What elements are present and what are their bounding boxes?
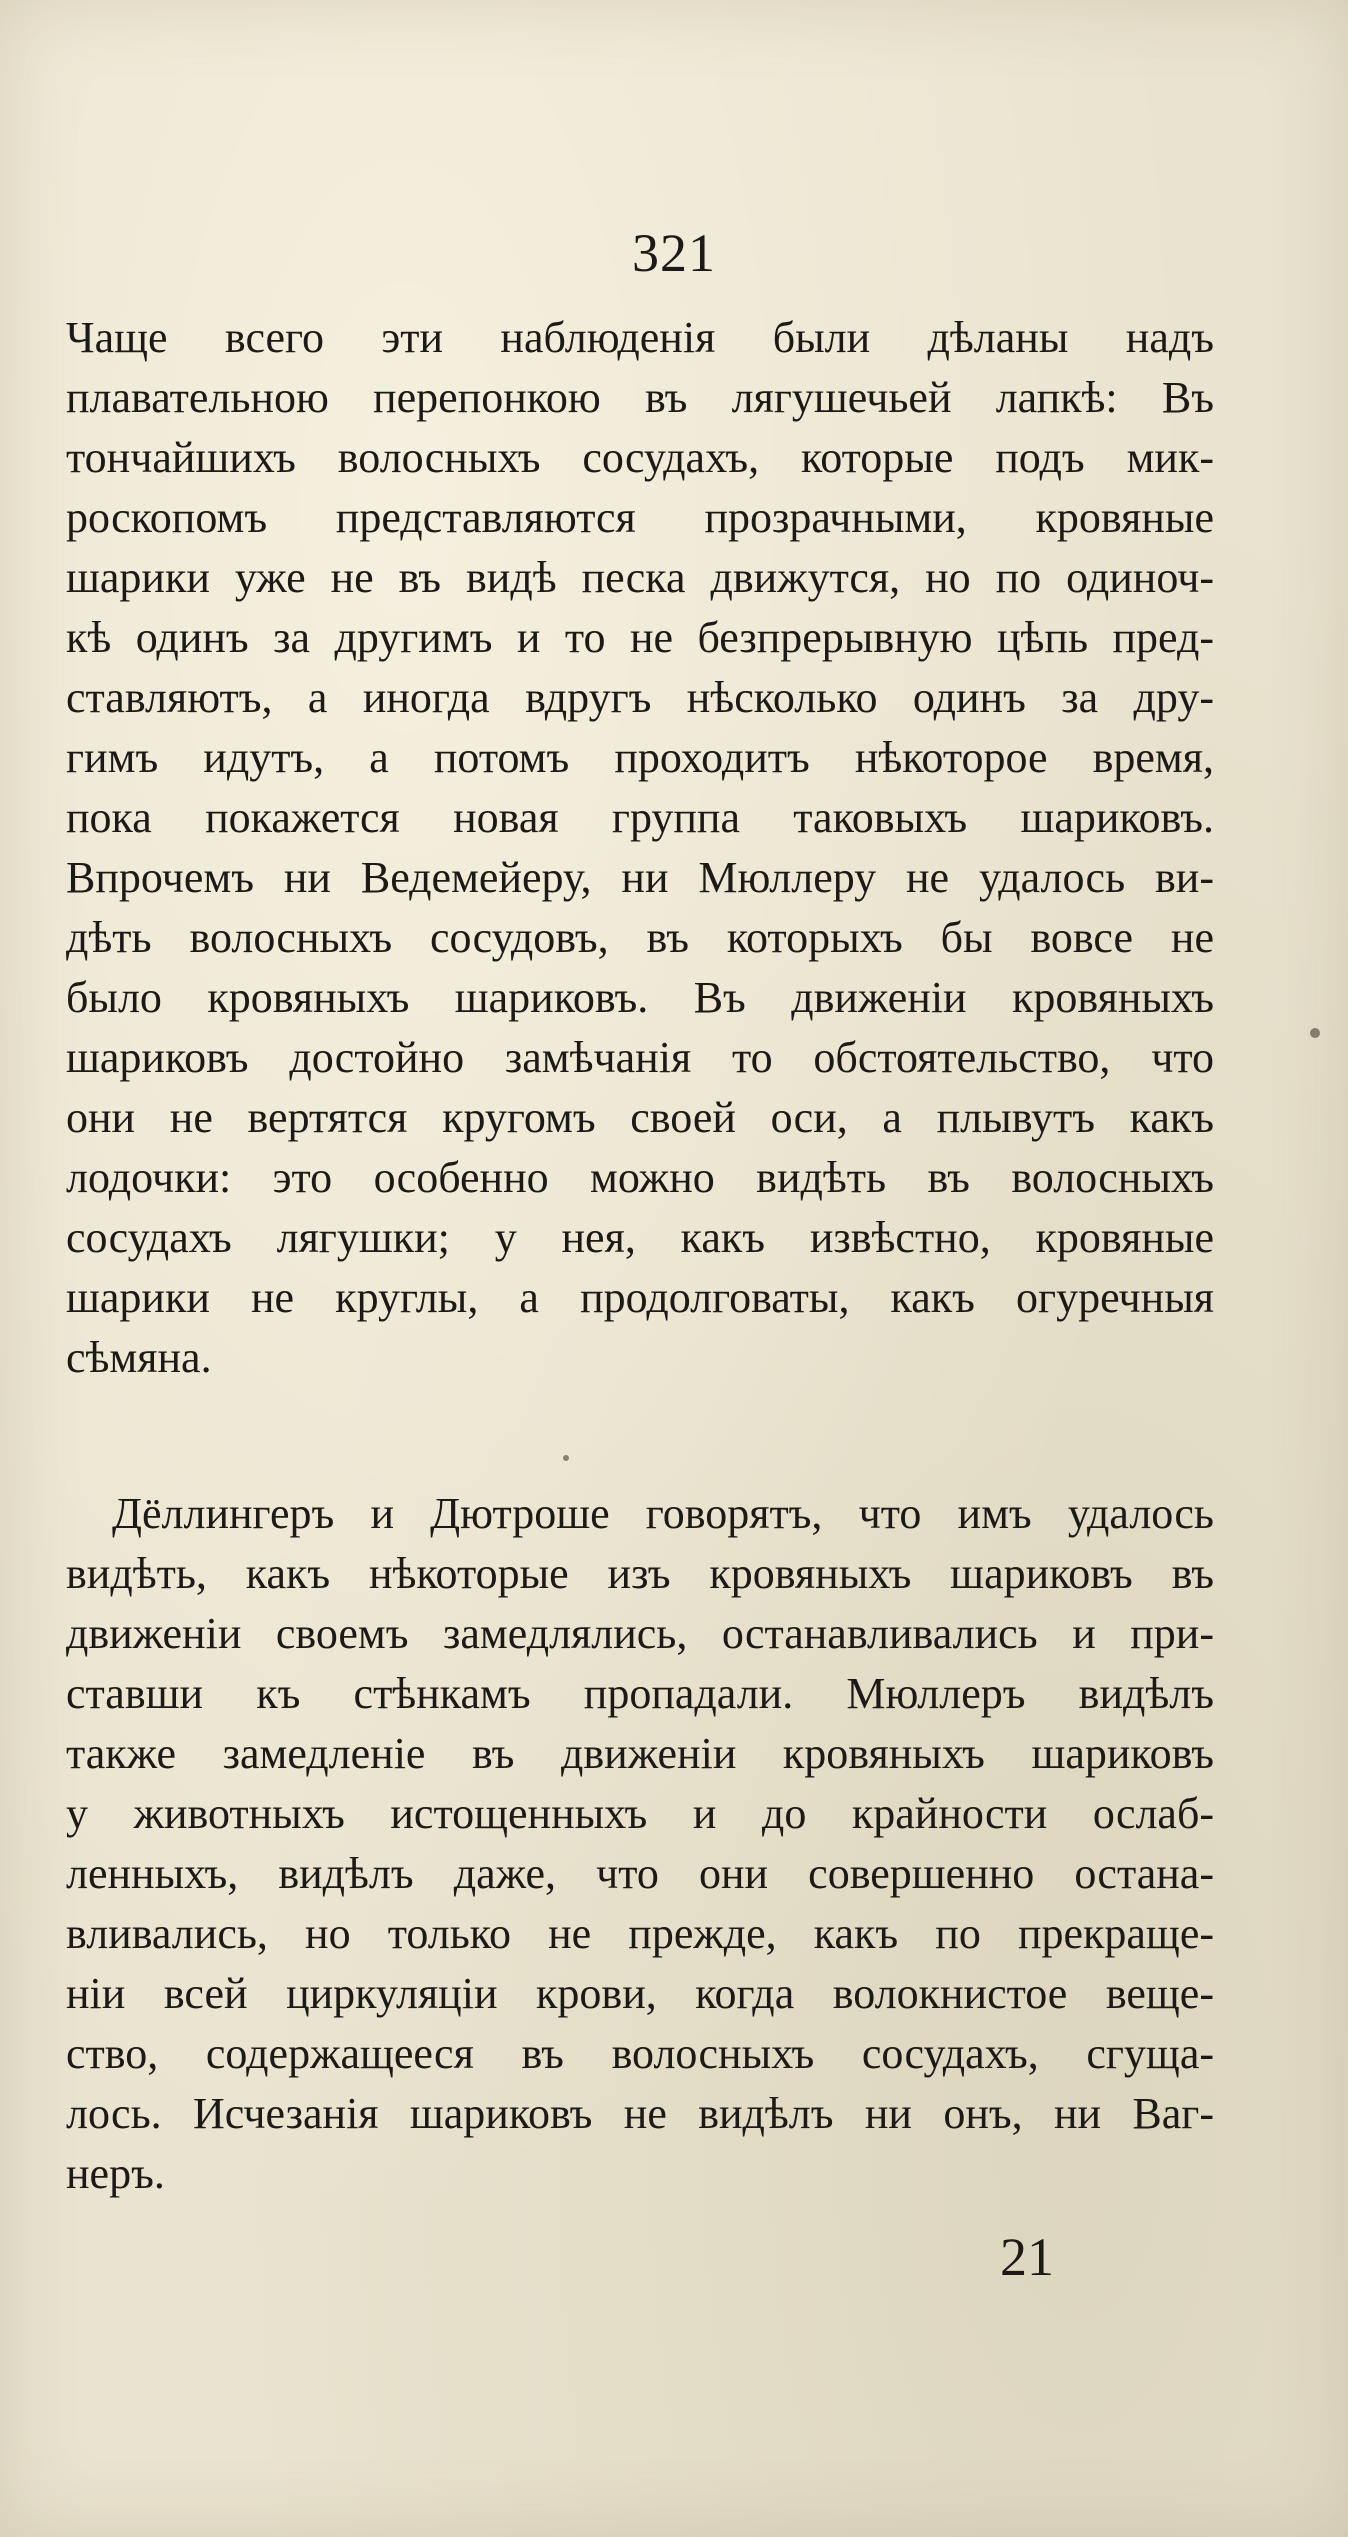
- text-line: ніи всей циркуляціи крови, когда волокнистое веще-: [66, 1969, 1214, 2018]
- text-line: сосудахъ лягушки; у нея, какъ извѣстно, кровяные: [66, 1213, 1214, 1262]
- text-line: лось. Исчезанія шариковъ не видѣлъ ни онъ, ни Ваг-: [66, 2089, 1214, 2138]
- text-line: у животныхъ истощенныхъ и до крайности ослаб-: [66, 1789, 1214, 1838]
- text-line: кѣ одинъ за другимъ и то не безпрерывную цѣпь пред-: [66, 613, 1214, 662]
- text-line: они не вертятся кругомъ своей оси, а плывутъ какъ: [66, 1093, 1214, 1142]
- text-line: гимъ идутъ, а потомъ проходитъ нѣкоторое время,: [66, 733, 1214, 782]
- text-line: было кровяныхъ шариковъ. Въ движеніи кровяныхъ: [66, 973, 1214, 1022]
- text-line: ство, содержащееся въ волосныхъ сосудахъ, сгуща-: [66, 2029, 1214, 2078]
- text-line: видѣть, какъ нѣкоторые изъ кровяныхъ шариковъ въ: [66, 1549, 1214, 1598]
- signature-mark: 21: [1000, 2227, 1054, 2287]
- text-line: Чаще всего эти наблюденія были дѣланы надъ: [66, 313, 1214, 362]
- text-line: также замедленіе въ движеніи кровяныхъ шариковъ: [66, 1729, 1214, 1778]
- text-line: неръ.: [66, 2149, 165, 2198]
- text-line: шарики не круглы, а продолговаты, какъ огуречныя: [66, 1273, 1214, 1322]
- text-line: шарики уже не въ видѣ песка движутся, но по одиноч-: [66, 553, 1214, 602]
- text-line: ленныхъ, видѣлъ даже, что они совершенно остана-: [66, 1849, 1214, 1898]
- text-line: вливались, но только не прежде, какъ по прекраще-: [66, 1909, 1214, 1958]
- text-line: дѣть волосныхъ сосудовъ, въ которыхъ бы вовсе не: [66, 913, 1214, 962]
- text-line: роскопомъ представляются прозрачными, кровяные: [66, 493, 1214, 542]
- text-line: Дёллингеръ и Дютроше говорятъ, что имъ удалось: [112, 1489, 1214, 1538]
- text-line: шариковъ достойно замѣчанія то обстоятельство, что: [66, 1033, 1214, 1082]
- text-line: ставши къ стѣнкамъ пропадали. Мюллеръ видѣлъ: [66, 1669, 1214, 1718]
- text-line: тончайшихъ волосныхъ сосудахъ, которые подъ мик-: [66, 433, 1214, 482]
- text-line: плавательною перепонкою въ лягушечьей лапкѣ: Въ: [66, 373, 1214, 422]
- page-number: 321: [632, 223, 716, 283]
- text-line: пока покажется новая группа таковыхъ шариковъ.: [66, 793, 1214, 842]
- text-line: сѣмяна.: [66, 1333, 212, 1382]
- paragraph-2: [66, 1484, 1214, 2204]
- text-line: лодочки: это особенно можно видѣть въ волосныхъ: [66, 1153, 1214, 1202]
- text-line: ставляютъ, а иногда вдругъ нѣсколько одинъ за дру-: [66, 673, 1214, 722]
- paragraph-1: [66, 308, 1214, 1388]
- text-line: движеніи своемъ замедлялись, останавливались и при-: [66, 1609, 1214, 1658]
- ink-speck: [563, 1455, 569, 1461]
- text-line: Впрочемъ ни Ведемейеру, ни Мюллеру не удалось ви-: [66, 853, 1214, 902]
- ink-speck: [1310, 1028, 1320, 1038]
